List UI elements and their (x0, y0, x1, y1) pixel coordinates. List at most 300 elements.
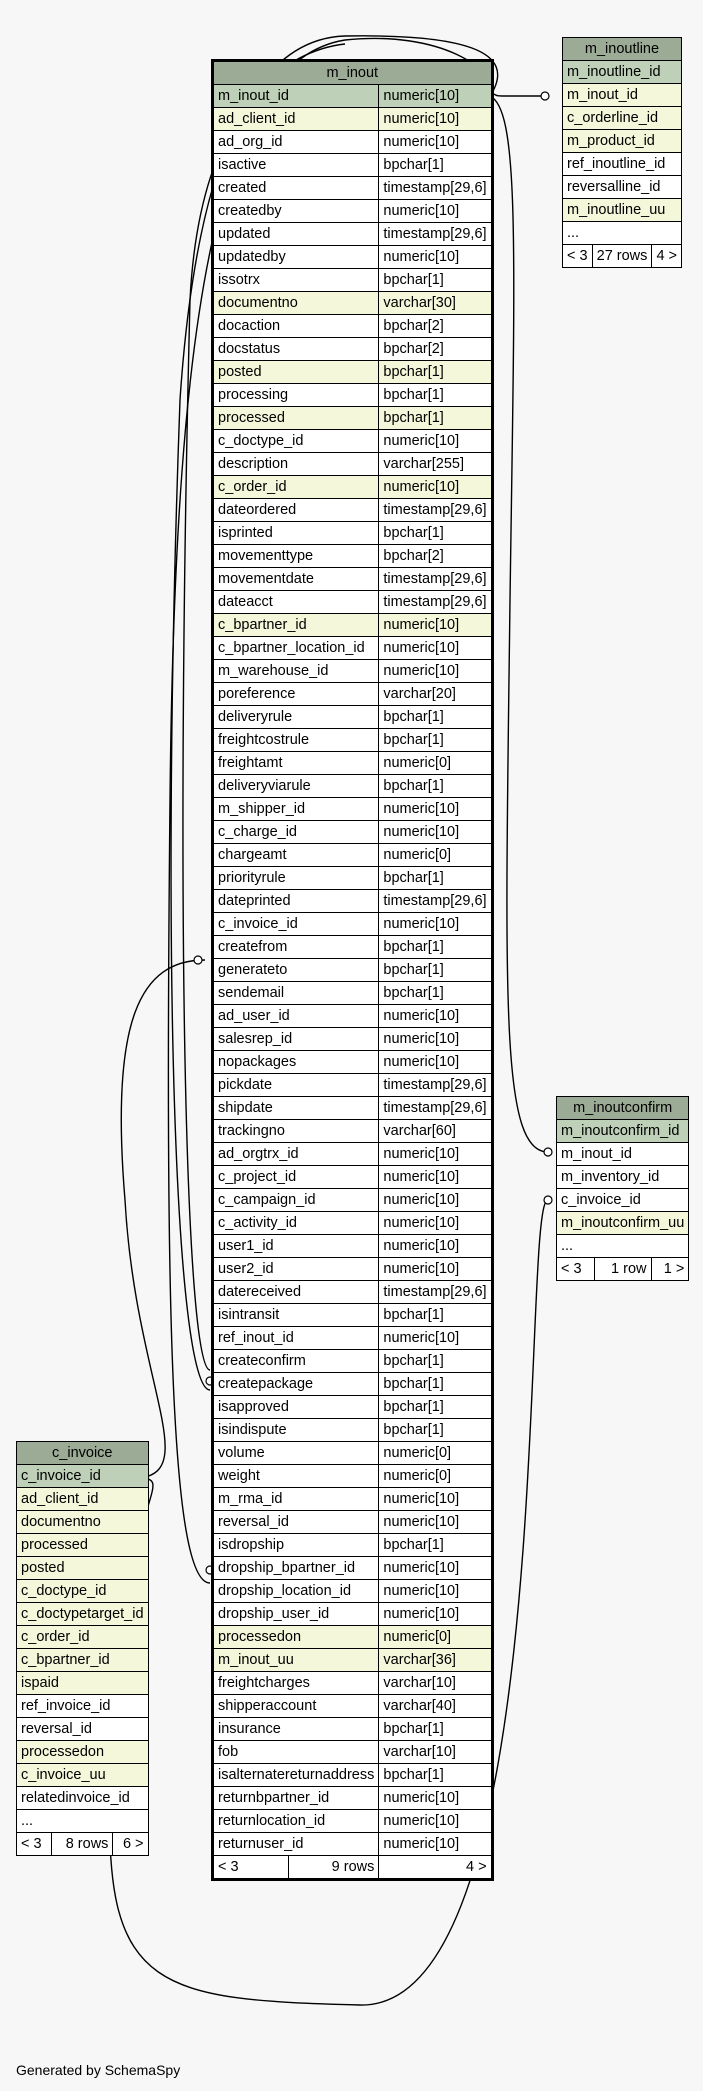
column-name[interactable]: updated (213, 223, 379, 246)
column-name[interactable]: createconfirm (213, 1350, 379, 1373)
table-row[interactable] (17, 1741, 149, 1764)
table-row[interactable] (17, 1534, 149, 1557)
column-name[interactable]: chargeamt (213, 844, 379, 867)
table-row[interactable] (17, 1488, 149, 1511)
column-name[interactable]: createdby (213, 200, 379, 223)
column-name[interactable]: m_inventory_id (557, 1166, 689, 1189)
column-type: numeric[10] (379, 1212, 492, 1235)
table-row[interactable] (213, 1281, 493, 1304)
column-name[interactable]: isindispute (213, 1419, 379, 1442)
column-name[interactable]: freightamt (213, 752, 379, 775)
column-name[interactable]: isapproved (213, 1396, 379, 1419)
table-row[interactable] (213, 1235, 493, 1258)
column-name[interactable]: c_project_id (213, 1166, 379, 1189)
table-row[interactable] (213, 430, 493, 453)
column-name[interactable]: freightcharges (213, 1672, 379, 1695)
rel-endpoint (544, 1148, 552, 1156)
column-type: numeric[10] (379, 1051, 492, 1074)
column-name[interactable]: isdropship (213, 1534, 379, 1557)
column-type: numeric[10] (379, 108, 492, 131)
table-row[interactable] (213, 453, 493, 476)
column-name[interactable]: c_invoice_uu (17, 1764, 149, 1787)
column-name[interactable]: m_inoutline_id (563, 61, 682, 84)
column-type: numeric[10] (379, 476, 492, 499)
table-row[interactable] (213, 1143, 493, 1166)
table-row[interactable] (17, 1603, 149, 1626)
column-name[interactable]: created (213, 177, 379, 200)
column-name[interactable]: c_bpartner_location_id (213, 637, 379, 660)
column-name[interactable]: relatedinvoice_id (17, 1787, 149, 1810)
column-name[interactable]: isprinted (213, 522, 379, 545)
column-name[interactable]: user1_id (213, 1235, 379, 1258)
column-name[interactable]: ad_client_id (213, 108, 379, 131)
table-m-inoutconfirm (556, 1096, 689, 1281)
column-type: timestamp[29,6] (379, 1281, 492, 1304)
table-row[interactable] (563, 84, 682, 107)
table-row[interactable] (213, 177, 493, 200)
table-row[interactable] (213, 1580, 493, 1603)
column-name[interactable]: documentno (17, 1511, 149, 1534)
column-name[interactable]: ad_org_id (213, 131, 379, 154)
column-name[interactable]: ispaid (17, 1672, 149, 1695)
table-title[interactable]: m_inoutline (563, 38, 682, 61)
column-name[interactable]: createpackage (213, 1373, 379, 1396)
table-row[interactable] (213, 1764, 493, 1787)
table-row[interactable] (213, 1442, 493, 1465)
table-row[interactable] (563, 107, 682, 130)
table-row[interactable] (563, 61, 682, 84)
column-name[interactable]: dropship_location_id (213, 1580, 379, 1603)
column-name[interactable]: movementtype (213, 545, 379, 568)
column-name[interactable]: isactive (213, 154, 379, 177)
table-m-inoutline (562, 37, 682, 268)
column-type: bpchar[1] (379, 1350, 492, 1373)
column-type: timestamp[29,6] (379, 223, 492, 246)
column-type: numeric[10] (379, 1580, 492, 1603)
column-name[interactable]: volume (213, 1442, 379, 1465)
column-name[interactable]: m_rma_id (213, 1488, 379, 1511)
parents-link[interactable]: < 3 (17, 1833, 52, 1856)
table-row[interactable] (213, 568, 493, 591)
column-name[interactable]: c_bpartner_id (17, 1649, 149, 1672)
column-type: numeric[0] (379, 1626, 492, 1649)
column-name[interactable]: docaction (213, 315, 379, 338)
table-row[interactable] (17, 1810, 149, 1833)
table-title[interactable]: m_inoutconfirm (557, 1097, 689, 1120)
column-type: bpchar[1] (379, 936, 492, 959)
table-row[interactable] (213, 660, 493, 683)
column-type: bpchar[1] (379, 1534, 492, 1557)
table-row[interactable] (213, 982, 493, 1005)
table-row[interactable] (213, 315, 493, 338)
table-row[interactable] (213, 1534, 493, 1557)
column-name[interactable]: insurance (213, 1718, 379, 1741)
column-name[interactable]: c_activity_id (213, 1212, 379, 1235)
column-type: numeric[10] (379, 1005, 492, 1028)
table-row[interactable] (213, 913, 493, 936)
column-type: numeric[10] (379, 798, 492, 821)
column-name[interactable]: m_warehouse_id (213, 660, 379, 683)
column-name[interactable]: documentno (213, 292, 379, 315)
column-type: varchar[60] (379, 1120, 492, 1143)
children-link[interactable]: 4 > (652, 245, 682, 268)
column-name[interactable]: m_inout_id (563, 84, 682, 107)
column-name[interactable]: m_shipper_id (213, 798, 379, 821)
column-name[interactable]: c_invoice_id (557, 1189, 689, 1212)
column-type: bpchar[1] (379, 867, 492, 890)
column-name[interactable]: weight (213, 1465, 379, 1488)
table-row[interactable] (17, 1511, 149, 1534)
column-name[interactable]: returnlocation_id (213, 1810, 379, 1833)
column-type: bpchar[2] (379, 338, 492, 361)
column-name[interactable]: description (213, 453, 379, 476)
rel-inoutline-inout (490, 94, 545, 96)
column-name[interactable]: m_inoutconfirm_id (557, 1120, 689, 1143)
table-row[interactable] (213, 1097, 493, 1120)
column-name[interactable]: pickdate (213, 1074, 379, 1097)
column-name[interactable]: ad_user_id (213, 1005, 379, 1028)
column-type: numeric[10] (379, 1833, 492, 1856)
table-row[interactable] (213, 706, 493, 729)
table-row[interactable] (563, 176, 682, 199)
table-row[interactable] (213, 1258, 493, 1281)
column-name[interactable]: c_campaign_id (213, 1189, 379, 1212)
column-type: numeric[10] (379, 1235, 492, 1258)
column-name[interactable]: c_invoice_id (17, 1465, 149, 1488)
table-m-inout (211, 59, 494, 1881)
table-row[interactable] (17, 1672, 149, 1695)
column-type: numeric[10] (379, 1189, 492, 1212)
column-name[interactable]: generateto (213, 959, 379, 982)
column-type: bpchar[1] (379, 982, 492, 1005)
column-name[interactable]: c_order_id (213, 476, 379, 499)
column-name[interactable]: trackingno (213, 1120, 379, 1143)
column-name[interactable]: m_product_id (563, 130, 682, 153)
column-name[interactable]: processed (213, 407, 379, 430)
table-row[interactable] (17, 1718, 149, 1741)
column-name[interactable]: nopackages (213, 1051, 379, 1074)
column-type: bpchar[1] (379, 1373, 492, 1396)
column-name[interactable]: docstatus (213, 338, 379, 361)
column-name[interactable]: dateordered (213, 499, 379, 522)
column-type: bpchar[1] (379, 1419, 492, 1442)
table-row[interactable] (213, 775, 493, 798)
table-row[interactable] (213, 1304, 493, 1327)
table-row[interactable] (17, 1557, 149, 1580)
column-name[interactable]: ref_inoutline_id (563, 153, 682, 176)
table-row[interactable] (213, 269, 493, 292)
table-row[interactable] (213, 476, 493, 499)
table-row[interactable] (213, 637, 493, 660)
column-type: numeric[10] (379, 637, 492, 660)
column-name[interactable]: dropship_bpartner_id (213, 1557, 379, 1580)
column-name[interactable]: m_inout_uu (213, 1649, 379, 1672)
column-type: bpchar[1] (379, 959, 492, 982)
column-name[interactable]: posted (213, 361, 379, 384)
column-name[interactable]: processed (17, 1534, 149, 1557)
row-count: 8 rows (52, 1833, 113, 1856)
column-name[interactable]: processedon (17, 1741, 149, 1764)
column-type: numeric[10] (379, 1488, 492, 1511)
column-type: timestamp[29,6] (379, 890, 492, 913)
column-name[interactable]: c_bpartner_id (213, 614, 379, 637)
column-name[interactable]: ref_inout_id (213, 1327, 379, 1350)
table-row[interactable] (17, 1626, 149, 1649)
table-row[interactable] (213, 108, 493, 131)
column-type: timestamp[29,6] (379, 1097, 492, 1120)
table-row[interactable] (213, 1626, 493, 1649)
column-name[interactable]: dropship_user_id (213, 1603, 379, 1626)
column-name[interactable]: processing (213, 384, 379, 407)
table-row[interactable] (17, 1787, 149, 1810)
table-row[interactable] (213, 1672, 493, 1695)
table-row[interactable] (557, 1143, 689, 1166)
table-row[interactable] (213, 200, 493, 223)
column-type: bpchar[1] (379, 1718, 492, 1741)
table-row[interactable] (213, 131, 493, 154)
table-row[interactable] (213, 1787, 493, 1810)
table-row[interactable] (213, 384, 493, 407)
table-title[interactable]: c_invoice (17, 1442, 149, 1465)
column-name[interactable]: reversal_id (213, 1511, 379, 1534)
children-link[interactable]: 1 > (651, 1258, 689, 1281)
table-row[interactable] (213, 591, 493, 614)
column-type: bpchar[1] (379, 1396, 492, 1419)
table-row[interactable] (213, 545, 493, 568)
table-row[interactable] (213, 1465, 493, 1488)
row-count: 9 rows (331, 1859, 375, 1875)
column-type: bpchar[1] (379, 361, 492, 384)
table-row[interactable] (213, 361, 493, 384)
table-row[interactable] (213, 1327, 493, 1350)
column-name[interactable]: deliveryviarule (213, 775, 379, 798)
column-name[interactable]: sendemail (213, 982, 379, 1005)
table-row[interactable] (213, 1695, 493, 1718)
table-row[interactable] (557, 1189, 689, 1212)
column-name[interactable]: reversalline_id (563, 176, 682, 199)
table-row[interactable] (563, 199, 682, 222)
column-type: numeric[10] (379, 1028, 492, 1051)
column-type: numeric[10] (379, 1511, 492, 1534)
column-type: bpchar[1] (379, 775, 492, 798)
table-row[interactable] (213, 1074, 493, 1097)
table-row[interactable] (213, 890, 493, 913)
table-row[interactable] (213, 1350, 493, 1373)
column-name[interactable]: returnbpartner_id (213, 1787, 379, 1810)
column-type: numeric[0] (379, 1465, 492, 1488)
table-row[interactable] (213, 1718, 493, 1741)
table-row[interactable] (557, 1212, 689, 1235)
column-type: numeric[10] (379, 1557, 492, 1580)
column-name[interactable]: fob (213, 1741, 379, 1764)
rel-inoutconfirm-inout (490, 96, 548, 1152)
column-name[interactable]: dateacct (213, 591, 379, 614)
rel-endpoint (541, 92, 549, 100)
column-name[interactable]: deliveryrule (213, 706, 379, 729)
table-row[interactable] (213, 292, 493, 315)
column-type: varchar[20] (379, 683, 492, 706)
table-row[interactable] (213, 1649, 493, 1672)
column-type: numeric[10] (379, 85, 492, 108)
column-name[interactable]: c_orderline_id (563, 107, 682, 130)
table-row[interactable] (213, 1488, 493, 1511)
column-type: numeric[10] (379, 1327, 492, 1350)
rel-inout-invoice (121, 960, 205, 1478)
table-row[interactable] (213, 614, 493, 637)
column-name[interactable]: ... (17, 1810, 149, 1833)
column-name[interactable]: issotrx (213, 269, 379, 292)
table-footer (563, 245, 682, 268)
column-name[interactable]: posted (17, 1557, 149, 1580)
table-row[interactable] (213, 1810, 493, 1833)
table-row[interactable] (557, 1166, 689, 1189)
table-row[interactable] (213, 407, 493, 430)
generated-by-footer: Generated by SchemaSpy (16, 2062, 181, 2078)
column-type: numeric[10] (379, 660, 492, 683)
column-name[interactable]: dateprinted (213, 890, 379, 913)
column-name[interactable]: m_inoutconfirm_uu (557, 1212, 689, 1235)
table-row[interactable] (213, 1419, 493, 1442)
column-type: varchar[10] (379, 1741, 492, 1764)
table-row[interactable] (213, 1557, 493, 1580)
table-row[interactable] (213, 1396, 493, 1419)
table-row[interactable] (213, 85, 493, 108)
column-type: timestamp[29,6] (379, 568, 492, 591)
column-name[interactable]: ... (557, 1235, 689, 1258)
children-link[interactable]: 4 > (379, 1856, 492, 1880)
column-name[interactable]: movementdate (213, 568, 379, 591)
table-row[interactable] (213, 729, 493, 752)
table-row[interactable] (213, 1120, 493, 1143)
table-row[interactable] (213, 798, 493, 821)
table-row[interactable] (213, 1051, 493, 1074)
table-row[interactable] (557, 1120, 689, 1143)
column-name[interactable]: reversal_id (17, 1718, 149, 1741)
table-row[interactable] (213, 1005, 493, 1028)
column-type: bpchar[1] (379, 706, 492, 729)
column-name[interactable]: freightcostrule (213, 729, 379, 752)
column-name[interactable]: salesrep_id (213, 1028, 379, 1051)
table-row[interactable] (213, 1166, 493, 1189)
column-type: numeric[10] (379, 1603, 492, 1626)
table-row[interactable] (213, 246, 493, 269)
parents-link[interactable]: < 3 (563, 245, 593, 268)
column-name[interactable]: user2_id (213, 1258, 379, 1281)
column-type: numeric[10] (379, 1810, 492, 1833)
table-row[interactable] (213, 1603, 493, 1626)
column-type: numeric[10] (379, 821, 492, 844)
table-row[interactable] (213, 752, 493, 775)
column-type: timestamp[29,6] (379, 1074, 492, 1097)
table-row[interactable] (17, 1465, 149, 1488)
column-type: bpchar[2] (379, 315, 492, 338)
table-row[interactable] (213, 1511, 493, 1534)
column-name[interactable]: createfrom (213, 936, 379, 959)
column-name[interactable]: isintransit (213, 1304, 379, 1327)
column-type: varchar[36] (379, 1649, 492, 1672)
table-row[interactable] (213, 338, 493, 361)
column-name[interactable]: c_doctype_id (17, 1580, 149, 1603)
column-name[interactable]: returnuser_id (213, 1833, 379, 1856)
column-type: bpchar[1] (379, 407, 492, 430)
column-name[interactable]: c_doctype_id (213, 430, 379, 453)
column-type: numeric[10] (379, 1143, 492, 1166)
column-type: numeric[10] (379, 131, 492, 154)
column-type: timestamp[29,6] (379, 177, 492, 200)
table-row[interactable] (213, 522, 493, 545)
column-type: numeric[10] (379, 1258, 492, 1281)
column-type: bpchar[1] (379, 269, 492, 292)
table-row[interactable] (213, 821, 493, 844)
column-name[interactable]: ad_client_id (17, 1488, 149, 1511)
column-type: numeric[10] (379, 1787, 492, 1810)
column-name[interactable]: shipdate (213, 1097, 379, 1120)
table-row[interactable] (563, 130, 682, 153)
table-row[interactable] (213, 1833, 493, 1856)
column-name[interactable]: c_order_id (17, 1626, 149, 1649)
column-type: varchar[30] (379, 292, 492, 315)
table-row[interactable] (213, 223, 493, 246)
column-name[interactable]: isalternatereturnaddress (213, 1764, 379, 1787)
column-name[interactable]: updatedby (213, 246, 379, 269)
table-row[interactable] (557, 1235, 689, 1258)
table-row[interactable] (563, 153, 682, 176)
table-row[interactable] (213, 959, 493, 982)
table-row[interactable] (213, 154, 493, 177)
column-name[interactable]: ... (563, 222, 682, 245)
column-type: bpchar[1] (379, 154, 492, 177)
table-row[interactable] (213, 844, 493, 867)
table-row[interactable] (213, 499, 493, 522)
table-row[interactable] (213, 1741, 493, 1764)
parents-link[interactable]: < 3 (214, 1856, 289, 1878)
column-name[interactable]: datereceived (213, 1281, 379, 1304)
table-row[interactable] (213, 867, 493, 890)
column-name[interactable]: ad_orgtrx_id (213, 1143, 379, 1166)
table-row[interactable] (17, 1695, 149, 1718)
table-row[interactable] (213, 1189, 493, 1212)
column-name[interactable]: poreference (213, 683, 379, 706)
column-name[interactable]: shipperaccount (213, 1695, 379, 1718)
column-name[interactable]: m_inoutline_uu (563, 199, 682, 222)
column-type: numeric[0] (379, 752, 492, 775)
table-row[interactable] (17, 1580, 149, 1603)
column-type: numeric[0] (379, 844, 492, 867)
column-name[interactable]: priorityrule (213, 867, 379, 890)
table-row[interactable] (213, 683, 493, 706)
column-name[interactable]: c_invoice_id (213, 913, 379, 936)
column-name[interactable]: m_inout_id (557, 1143, 689, 1166)
column-name[interactable]: m_inout_id (213, 85, 379, 108)
column-type: numeric[10] (379, 1166, 492, 1189)
table-row[interactable] (17, 1764, 149, 1787)
table-row[interactable] (213, 1212, 493, 1235)
column-name[interactable]: c_charge_id (213, 821, 379, 844)
parents-link[interactable]: < 3 (557, 1258, 595, 1281)
table-row[interactable] (563, 222, 682, 245)
table-row[interactable] (213, 1373, 493, 1396)
table-row[interactable] (213, 1028, 493, 1051)
column-type: numeric[10] (379, 913, 492, 936)
table-row[interactable] (213, 936, 493, 959)
column-name[interactable]: processedon (213, 1626, 379, 1649)
table-row[interactable] (17, 1649, 149, 1672)
column-name[interactable]: ref_invoice_id (17, 1695, 149, 1718)
table-title[interactable]: m_inout (213, 61, 493, 85)
children-link[interactable]: 6 > (113, 1833, 148, 1856)
table-footer (213, 1856, 493, 1880)
column-name[interactable]: c_doctypetarget_id (17, 1603, 149, 1626)
